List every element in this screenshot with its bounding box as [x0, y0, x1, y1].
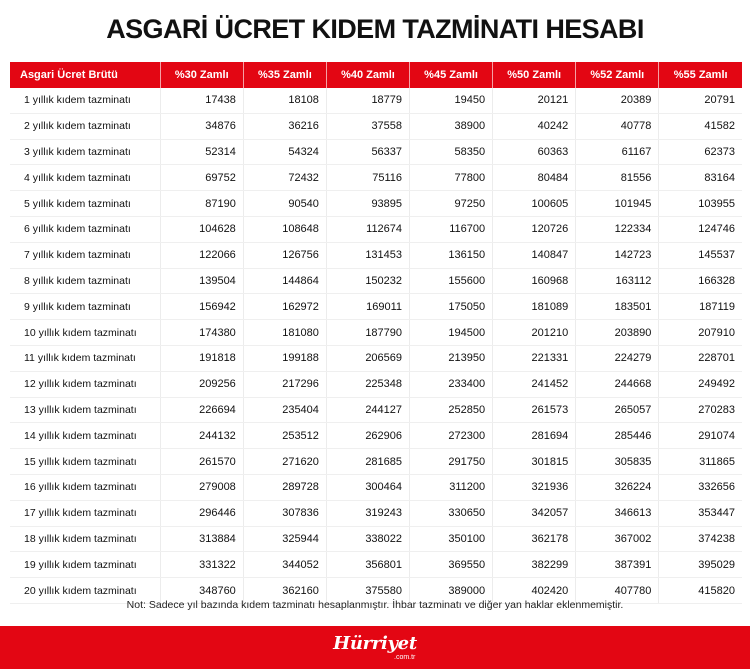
table-cell: 191818 — [160, 345, 243, 371]
table-row — [10, 474, 742, 500]
table-cell: 325944 — [243, 526, 326, 552]
table-cell: 187790 — [326, 320, 409, 346]
row-label: 5 yıllık kıdem tazminatı — [10, 191, 160, 217]
table-cell: 402420 — [493, 578, 576, 604]
table-cell: 145537 — [659, 242, 742, 268]
table-cell: 311865 — [659, 449, 742, 475]
table-cell: 166328 — [659, 268, 742, 294]
table-cell: 101945 — [576, 191, 659, 217]
table-cell: 279008 — [160, 474, 243, 500]
table-cell: 181089 — [493, 294, 576, 320]
table-cell: 80484 — [493, 165, 576, 191]
table-cell: 108648 — [243, 216, 326, 242]
table-cell: 261570 — [160, 449, 243, 475]
table-cell: 252850 — [410, 397, 493, 423]
table-cell: 150232 — [326, 268, 409, 294]
column-header: %50 Zamlı — [493, 62, 576, 88]
table-cell: 140847 — [493, 242, 576, 268]
row-label: 6 yıllık kıdem tazminatı — [10, 216, 160, 242]
table-cell: 338022 — [326, 526, 409, 552]
table-cell: 83164 — [659, 165, 742, 191]
table-cell: 20791 — [659, 88, 742, 113]
table-cell: 58350 — [410, 139, 493, 165]
table-cell: 362160 — [243, 578, 326, 604]
table-cell: 321936 — [493, 474, 576, 500]
table-cell: 104628 — [160, 216, 243, 242]
row-label: 18 yıllık kıdem tazminatı — [10, 526, 160, 552]
row-label: 16 yıllık kıdem tazminatı — [10, 474, 160, 500]
table-cell: 319243 — [326, 500, 409, 526]
row-label: 4 yıllık kıdem tazminatı — [10, 165, 160, 191]
table-cell: 350100 — [410, 526, 493, 552]
table-row — [10, 397, 742, 423]
table-cell: 131453 — [326, 242, 409, 268]
table-cell: 100605 — [493, 191, 576, 217]
table-cell: 244668 — [576, 371, 659, 397]
table-cell: 249492 — [659, 371, 742, 397]
table-row — [10, 345, 742, 371]
table-cell: 367002 — [576, 526, 659, 552]
table-cell: 144864 — [243, 268, 326, 294]
column-header: %52 Zamlı — [576, 62, 659, 88]
table-cell: 20121 — [493, 88, 576, 113]
row-label: 15 yıllık kıdem tazminatı — [10, 449, 160, 475]
table-cell: 163112 — [576, 268, 659, 294]
table-cell: 395029 — [659, 552, 742, 578]
table-cell: 156942 — [160, 294, 243, 320]
table-cell: 209256 — [160, 371, 243, 397]
table-row — [10, 268, 742, 294]
table-cell: 60363 — [493, 139, 576, 165]
table-row — [10, 423, 742, 449]
table-cell: 296446 — [160, 500, 243, 526]
table-cell: 18779 — [326, 88, 409, 113]
table-cell: 142723 — [576, 242, 659, 268]
table-cell: 61167 — [576, 139, 659, 165]
table-cell: 326224 — [576, 474, 659, 500]
table-cell: 52314 — [160, 139, 243, 165]
table-row — [10, 139, 742, 165]
table-row — [10, 526, 742, 552]
table-cell: 181080 — [243, 320, 326, 346]
table-cell: 235404 — [243, 397, 326, 423]
table-cell: 307836 — [243, 500, 326, 526]
table-cell: 228701 — [659, 345, 742, 371]
table-cell: 389000 — [410, 578, 493, 604]
column-header: %30 Zamlı — [160, 62, 243, 88]
row-label: 9 yıllık kıdem tazminatı — [10, 294, 160, 320]
table-cell: 253512 — [243, 423, 326, 449]
table-cell: 17438 — [160, 88, 243, 113]
table-cell: 262906 — [326, 423, 409, 449]
table-cell: 34876 — [160, 113, 243, 139]
row-label: 20 yıllık kıdem tazminatı — [10, 578, 160, 604]
footer-banner — [0, 626, 750, 669]
table-cell: 225348 — [326, 371, 409, 397]
brand-logo-domain: .com.tr — [394, 654, 416, 661]
table-cell: 217296 — [243, 371, 326, 397]
table-cell: 382299 — [493, 552, 576, 578]
table-cell: 206569 — [326, 345, 409, 371]
table-cell: 407780 — [576, 578, 659, 604]
table-cell: 40242 — [493, 113, 576, 139]
table-cell: 72432 — [243, 165, 326, 191]
table-row — [10, 371, 742, 397]
table-cell: 300464 — [326, 474, 409, 500]
table-cell: 41582 — [659, 113, 742, 139]
table-cell: 270283 — [659, 397, 742, 423]
table-cell: 18108 — [243, 88, 326, 113]
table-cell: 77800 — [410, 165, 493, 191]
table-cell: 139504 — [160, 268, 243, 294]
table-cell: 122066 — [160, 242, 243, 268]
table-cell: 369550 — [410, 552, 493, 578]
table-cell: 116700 — [410, 216, 493, 242]
table-cell: 353447 — [659, 500, 742, 526]
table-cell: 362178 — [493, 526, 576, 552]
row-label: 17 yıllık kıdem tazminatı — [10, 500, 160, 526]
table-row — [10, 294, 742, 320]
column-header: %55 Zamlı — [659, 62, 742, 88]
table-cell: 289728 — [243, 474, 326, 500]
table-cell: 271620 — [243, 449, 326, 475]
table-cell: 183501 — [576, 294, 659, 320]
table-cell: 331322 — [160, 552, 243, 578]
table-cell: 175050 — [410, 294, 493, 320]
table-cell: 90540 — [243, 191, 326, 217]
table-cell: 162972 — [243, 294, 326, 320]
table-cell: 244132 — [160, 423, 243, 449]
row-label: 7 yıllık kıdem tazminatı — [10, 242, 160, 268]
table-row — [10, 113, 742, 139]
table-row — [10, 242, 742, 268]
table-row — [10, 449, 742, 475]
table-cell: 97250 — [410, 191, 493, 217]
footnote: Not: Sadece yıl bazında kıdem tazminatı hesaplanmıştır. İhbar tazminatı ve diğer yan haklar eklenmemiştir. — [126, 599, 624, 611]
table-row — [10, 500, 742, 526]
table-cell: 356801 — [326, 552, 409, 578]
table-header-row — [10, 62, 742, 88]
table-cell: 20389 — [576, 88, 659, 113]
table-cell: 346613 — [576, 500, 659, 526]
column-header: %45 Zamlı — [410, 62, 493, 88]
row-label: 11 yıllık kıdem tazminatı — [10, 345, 160, 371]
table-cell: 313884 — [160, 526, 243, 552]
table-cell: 226694 — [160, 397, 243, 423]
row-label: 12 yıllık kıdem tazminatı — [10, 371, 160, 397]
table-cell: 221331 — [493, 345, 576, 371]
table-cell: 103955 — [659, 191, 742, 217]
row-label: 8 yıllık kıdem tazminatı — [10, 268, 160, 294]
table-cell: 87190 — [160, 191, 243, 217]
row-label: 13 yıllık kıdem tazminatı — [10, 397, 160, 423]
table-cell: 40778 — [576, 113, 659, 139]
table-row — [10, 88, 742, 113]
column-header-label: Asgari Ücret Brütü — [10, 62, 160, 88]
table-cell: 201210 — [493, 320, 576, 346]
table-cell: 241452 — [493, 371, 576, 397]
row-label: 19 yıllık kıdem tazminatı — [10, 552, 160, 578]
table-cell: 301815 — [493, 449, 576, 475]
table-cell: 169011 — [326, 294, 409, 320]
table-cell: 38900 — [410, 113, 493, 139]
table-cell: 374238 — [659, 526, 742, 552]
table-cell: 281685 — [326, 449, 409, 475]
table-cell: 387391 — [576, 552, 659, 578]
table-cell: 330650 — [410, 500, 493, 526]
table-cell: 291750 — [410, 449, 493, 475]
table-cell: 291074 — [659, 423, 742, 449]
row-label: 14 yıllık kıdem tazminatı — [10, 423, 160, 449]
table-cell: 37558 — [326, 113, 409, 139]
table-cell: 344052 — [243, 552, 326, 578]
row-label: 3 yıllık kıdem tazminatı — [10, 139, 160, 165]
table-cell: 311200 — [410, 474, 493, 500]
table-cell: 54324 — [243, 139, 326, 165]
table-row — [10, 552, 742, 578]
row-label: 10 yıllık kıdem tazminatı — [10, 320, 160, 346]
table-cell: 233400 — [410, 371, 493, 397]
table-cell: 342057 — [493, 500, 576, 526]
table-cell: 120726 — [493, 216, 576, 242]
table-row — [10, 191, 742, 217]
table-cell: 203890 — [576, 320, 659, 346]
table-cell: 75116 — [326, 165, 409, 191]
table-cell: 69752 — [160, 165, 243, 191]
severance-pay-table — [10, 62, 742, 604]
table-cell: 36216 — [243, 113, 326, 139]
table-cell: 122334 — [576, 216, 659, 242]
page-title: ASGARİ ÜCRET KIDEM TAZMİNATI HESABI — [106, 14, 644, 44]
table-cell: 348760 — [160, 578, 243, 604]
table-cell: 244127 — [326, 397, 409, 423]
table-cell: 126756 — [243, 242, 326, 268]
table-row — [10, 320, 742, 346]
table-cell: 112674 — [326, 216, 409, 242]
table-cell: 224279 — [576, 345, 659, 371]
table-cell: 375580 — [326, 578, 409, 604]
table-cell: 272300 — [410, 423, 493, 449]
table-cell: 415820 — [659, 578, 742, 604]
table-row — [10, 216, 742, 242]
table-cell: 93895 — [326, 191, 409, 217]
row-label: 2 yıllık kıdem tazminatı — [10, 113, 160, 139]
table-cell: 207910 — [659, 320, 742, 346]
table-cell: 124746 — [659, 216, 742, 242]
table-cell: 332656 — [659, 474, 742, 500]
table-cell: 199188 — [243, 345, 326, 371]
table-cell: 56337 — [326, 139, 409, 165]
table-cell: 19450 — [410, 88, 493, 113]
table-cell: 213950 — [410, 345, 493, 371]
table-cell: 265057 — [576, 397, 659, 423]
table-cell: 62373 — [659, 139, 742, 165]
table-cell: 194500 — [410, 320, 493, 346]
table-cell: 187119 — [659, 294, 742, 320]
table-cell: 261573 — [493, 397, 576, 423]
table-body — [10, 88, 742, 603]
row-label: 1 yıllık kıdem tazminatı — [10, 88, 160, 113]
table-cell: 281694 — [493, 423, 576, 449]
column-header: %35 Zamlı — [243, 62, 326, 88]
table-cell: 305835 — [576, 449, 659, 475]
table-cell: 174380 — [160, 320, 243, 346]
brand-logo[interactable]: Hürriyet — [333, 633, 417, 654]
table-cell: 81556 — [576, 165, 659, 191]
table-cell: 136150 — [410, 242, 493, 268]
column-header: %40 Zamlı — [326, 62, 409, 88]
table-cell: 160968 — [493, 268, 576, 294]
table-cell: 155600 — [410, 268, 493, 294]
table-cell: 285446 — [576, 423, 659, 449]
table-row — [10, 165, 742, 191]
